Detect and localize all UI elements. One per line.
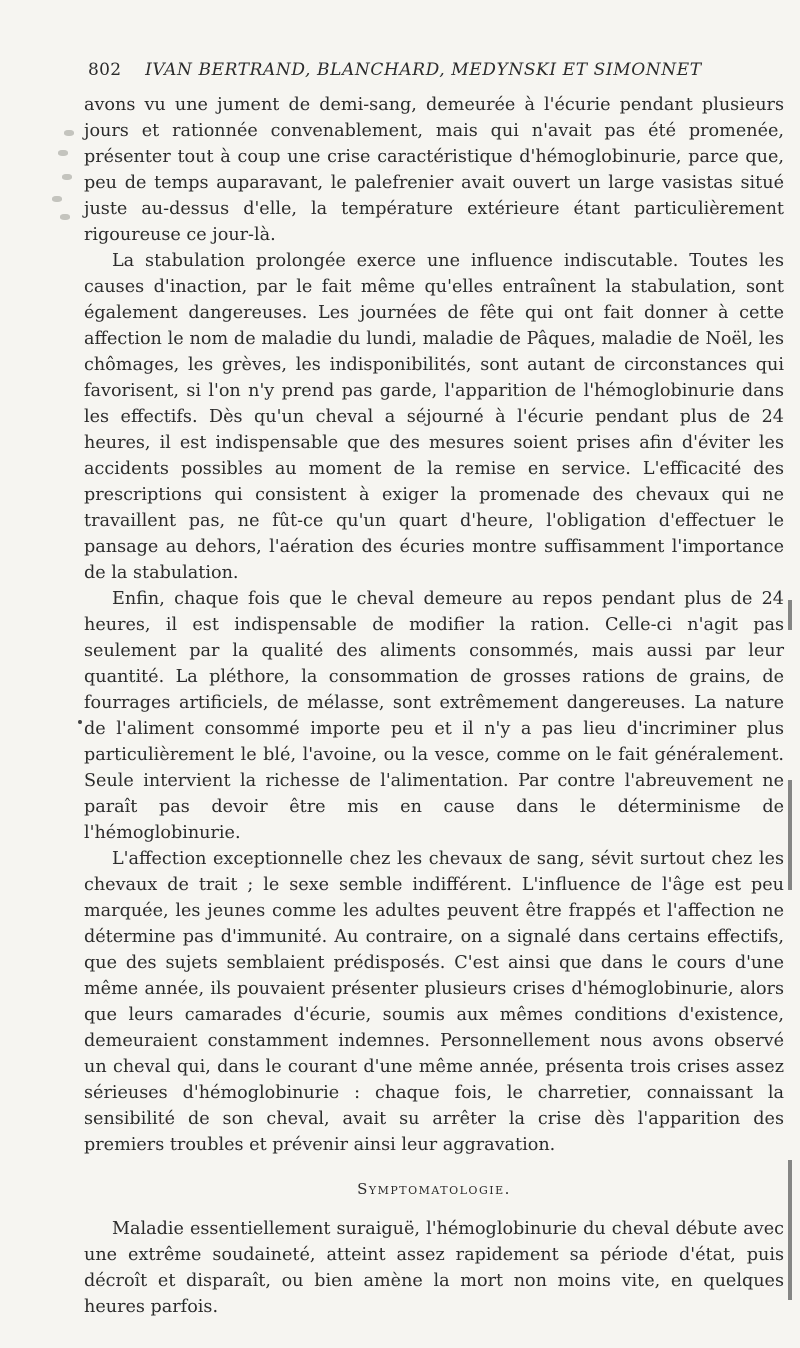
scan-dot	[78, 720, 82, 724]
scan-gutter-marks	[40, 118, 80, 228]
running-head-authors: IVAN BERTRAND, BLANCHARD, MEDYNSKI ET SIMONNET	[145, 60, 702, 80]
body-text	[84, 92, 784, 1320]
scan-right-edge-mark	[788, 1160, 792, 1300]
section-paragraph: Maladie essentiellement suraiguë, l'hémoglobinurie du cheval débute avec une extrême soudaineté, atteint assez rapidement sa période d'état, puis décroît et disparaît, ou bien amène la mort non moins vite, en quelques heures parfois.	[84, 1219, 784, 1317]
paragraph-3: Enfin, chaque fois que le cheval demeure au repos pendant plus de 24 heures, il est indispensable de modifier la ration. Celle-ci n'agit pas seulement par la qualité des aliments consommés, mais aussi par leur quantité. La pléthore, la consommation de grosses rations de grains, de fourrages artificiels, de mélasse, sont extrêmement dangereuses. La nature de l'aliment consommé importe peu et il n'y a pas lieu d'incriminer plus particulièrement le blé, l'avoine, ou la vesce, comme on le fait généralement. Seule intervient la richesse de l'alimentation. Par contre l'abreuvement ne paraît pas devoir être mis en cause dans le déterminisme de l'hémoglobinurie.	[84, 589, 784, 843]
section-heading: Symptomatologie.	[357, 1180, 511, 1198]
running-head	[88, 60, 778, 80]
scan-right-edge-mark	[788, 600, 792, 630]
page-number: 802	[88, 60, 122, 80]
scan-right-edge-mark	[788, 780, 792, 890]
paragraph-4: L'affection exceptionnelle chez les chevaux de sang, sévit surtout chez les chevaux de trait ; le sexe semble indifférent. L'influence de l'âge est peu marquée, les jeunes comme les adultes peuvent être frappés et l'affection ne détermine pas d'immunité. Au contraire, on a signalé dans certains effectifs, que des sujets semblaient prédisposés. C'est ainsi que dans le cours d'une même année, ils pouvaient présenter plusieurs crises d'hémoglobinurie, alors que leurs camarades d'écurie, soumis aux mêmes conditions d'existence, demeuraient constamment indemnes. Personnellement nous avons observé un cheval qui, dans le courant d'une même année, présenta trois crises assez sérieuses d'hémoglobinurie : chaque fois, le charretier, connaissant la sensibilité de son cheval, avait su arrêter la crise dès l'apparition des premiers troubles et prévenir ainsi leur aggravation.	[84, 849, 784, 1155]
paragraph-1: avons vu une jument de demi-sang, demeurée à l'écurie pendant plusieurs jours et rationnée convenablement, mais qui n'avait pas été promenée, présenter tout à coup une crise caractéristique d'hémoglobinurie, parce que, peu de temps auparavant, le palefrenier avait ouvert un large vasistas situé juste au-dessus d'elle, la température extérieure étant particulièrement rigoureuse ce jour-là.	[84, 95, 784, 245]
paragraph-2: La stabulation prolongée exerce une influence indiscutable. Toutes les causes d'inaction, par le fait même qu'elles entraînent la stabulation, sont également dangereuses. Les journées de fête qui ont fait donner à cette affection le nom de maladie du lundi, maladie de Pâques, maladie de Noël, les chômages, les grèves, les indisponibilités, sont autant de circonstances qui favorisent, si l'on n'y prend pas garde, l'apparition de l'hémoglobinurie dans les effectifs. Dès qu'un cheval a séjourné à l'écurie pendant plus de 24 heures, il est indispensable que des mesures soient prises afin d'éviter les accidents possibles au moment de la remise en service. L'efficacité des prescriptions qui consistent à exiger la promenade des chevaux qui ne travaillent pas, ne fût-ce qu'un quart d'heure, l'obligation d'effectuer le pansage au dehors, l'aération des écuries montre suffisamment l'importance de la stabulation.	[84, 251, 784, 583]
